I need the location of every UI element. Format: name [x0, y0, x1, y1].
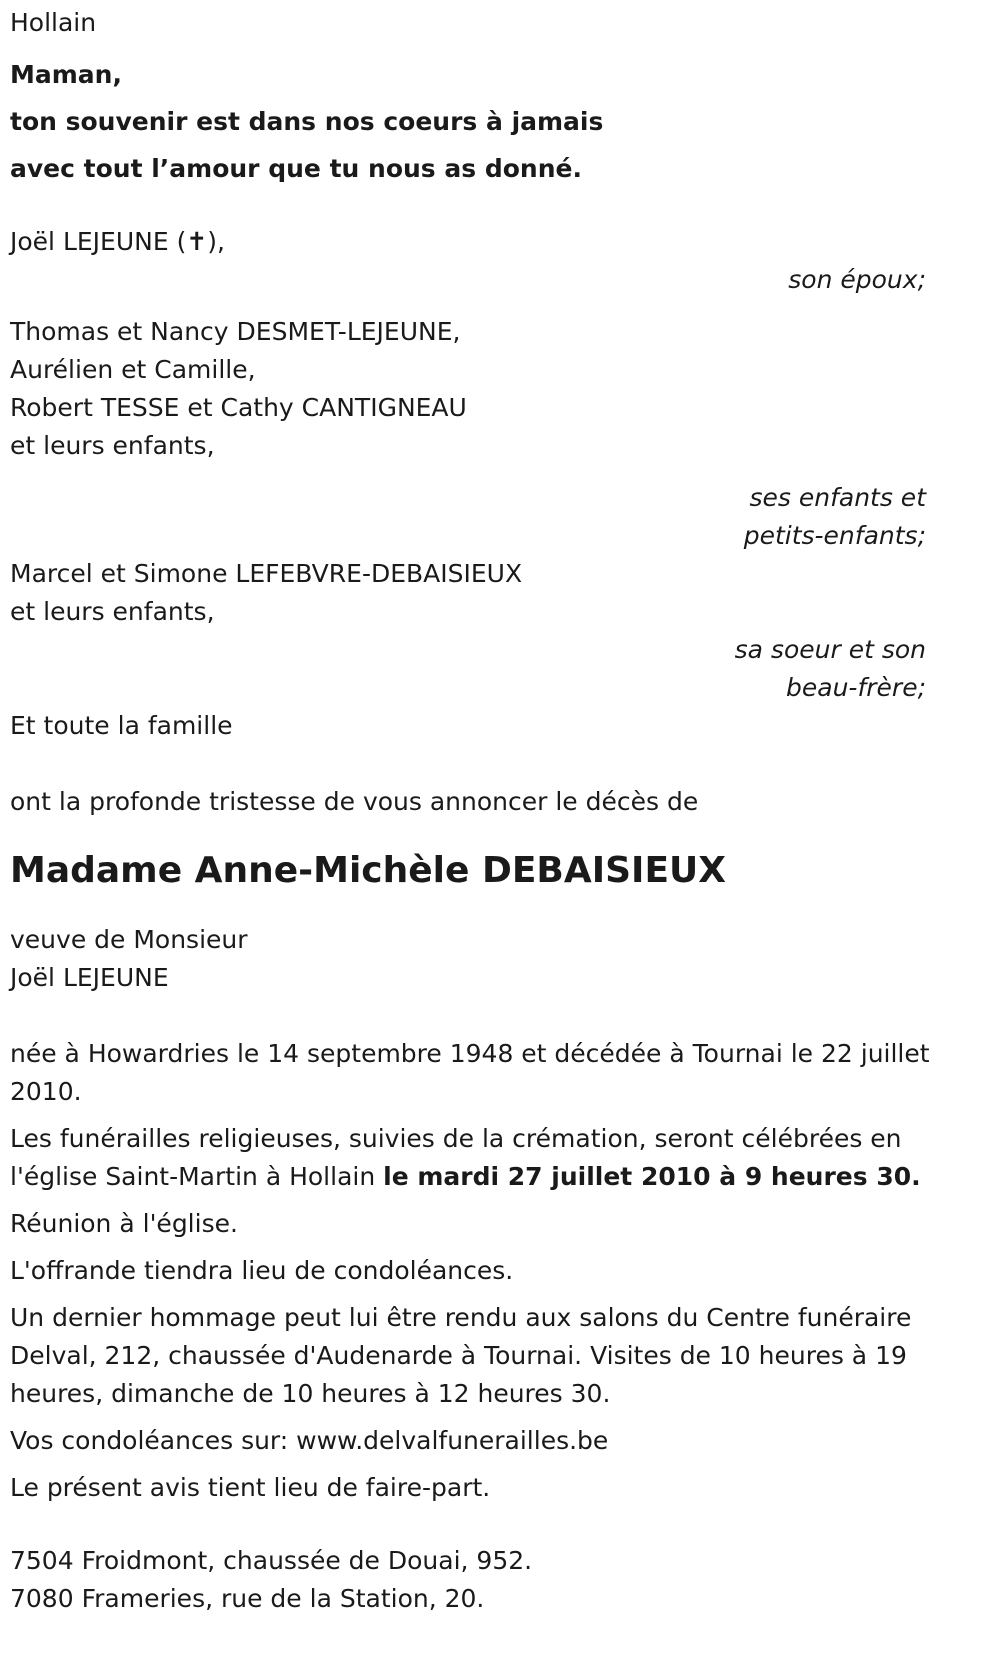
children-role-2: petits-enfants;	[743, 521, 926, 550]
funeral-date: le mardi 27 juillet 2010 à 9 heures 30.	[383, 1162, 921, 1191]
addresses	[10, 1542, 990, 1618]
deceased-name: Madame Anne-Michèle DEBAISIEUX	[10, 850, 727, 891]
spouse-name: Joël LEJEUNE (✝),	[10, 227, 225, 256]
funeral-paragraph	[10, 1120, 940, 1196]
children-line-3: Robert TESSE et Cathy CANTIGNEAU	[10, 393, 467, 422]
sibling-line-1: Marcel et Simone LEFEBVRE-DEBAISIEUX	[10, 559, 523, 588]
children-line-4: et leurs enfants,	[10, 431, 215, 460]
spouse-role: son époux;	[788, 265, 926, 294]
sibling-role-2: beau-frère;	[786, 673, 926, 702]
birth-death: née à Howardries le 14 septembre 1948 et décédée à Tournai le 22 juillet 2010.	[10, 1039, 930, 1106]
whole-family: Et toute la famille	[10, 711, 233, 740]
tribute-info: Un dernier hommage peut lui être rendu aux salons du Centre funéraire Delval, 212, chaussée d'Audenarde à Tournai. Visites de 10 heures à 19 heures, dimanche de 10 heures à 12 heures 30.	[10, 1303, 912, 1408]
details-section	[10, 1035, 990, 1507]
family-list	[10, 223, 990, 745]
widow-of-line-1: veuve de Monsieur	[10, 925, 248, 954]
children-line-2: Aurélien et Camille,	[10, 355, 256, 384]
motto-line-1: Maman,	[10, 60, 122, 89]
sibling-role-1: sa soeur et son	[734, 635, 926, 664]
sibling-line-2: et leurs enfants,	[10, 597, 215, 626]
funeral-text: Les funérailles religieuses, suivies de la crémation, seront célébrées en l'église Saint-Martin à Hollain	[10, 1124, 902, 1191]
motto-line-2: ton souvenir est dans nos coeurs à jamais	[10, 107, 604, 136]
offering-info: L'offrande tiendra lieu de condoléances.	[10, 1256, 514, 1285]
motto	[10, 56, 990, 188]
children-role-1: ses enfants et	[749, 483, 926, 512]
condolences-info: Vos condoléances sur: www.delvalfunerailles.be	[10, 1426, 609, 1455]
notice-info: Le présent avis tient lieu de faire-part.	[10, 1473, 491, 1502]
address-1: 7504 Froidmont, chaussée de Douai, 952.	[10, 1546, 533, 1575]
children-line-1: Thomas et Nancy DESMET-LEJEUNE,	[10, 317, 461, 346]
town-label: Hollain	[10, 8, 97, 37]
meeting-info: Réunion à l'église.	[10, 1209, 238, 1238]
motto-line-3: avec tout l’amour que tu nous as donné.	[10, 154, 582, 183]
address-2: 7080 Frameries, rue de la Station, 20.	[10, 1584, 485, 1613]
widow-of-line-2: Joël LEJEUNE	[10, 963, 169, 992]
announcement-intro: ont la profonde tristesse de vous annoncer le décès de	[10, 787, 699, 816]
